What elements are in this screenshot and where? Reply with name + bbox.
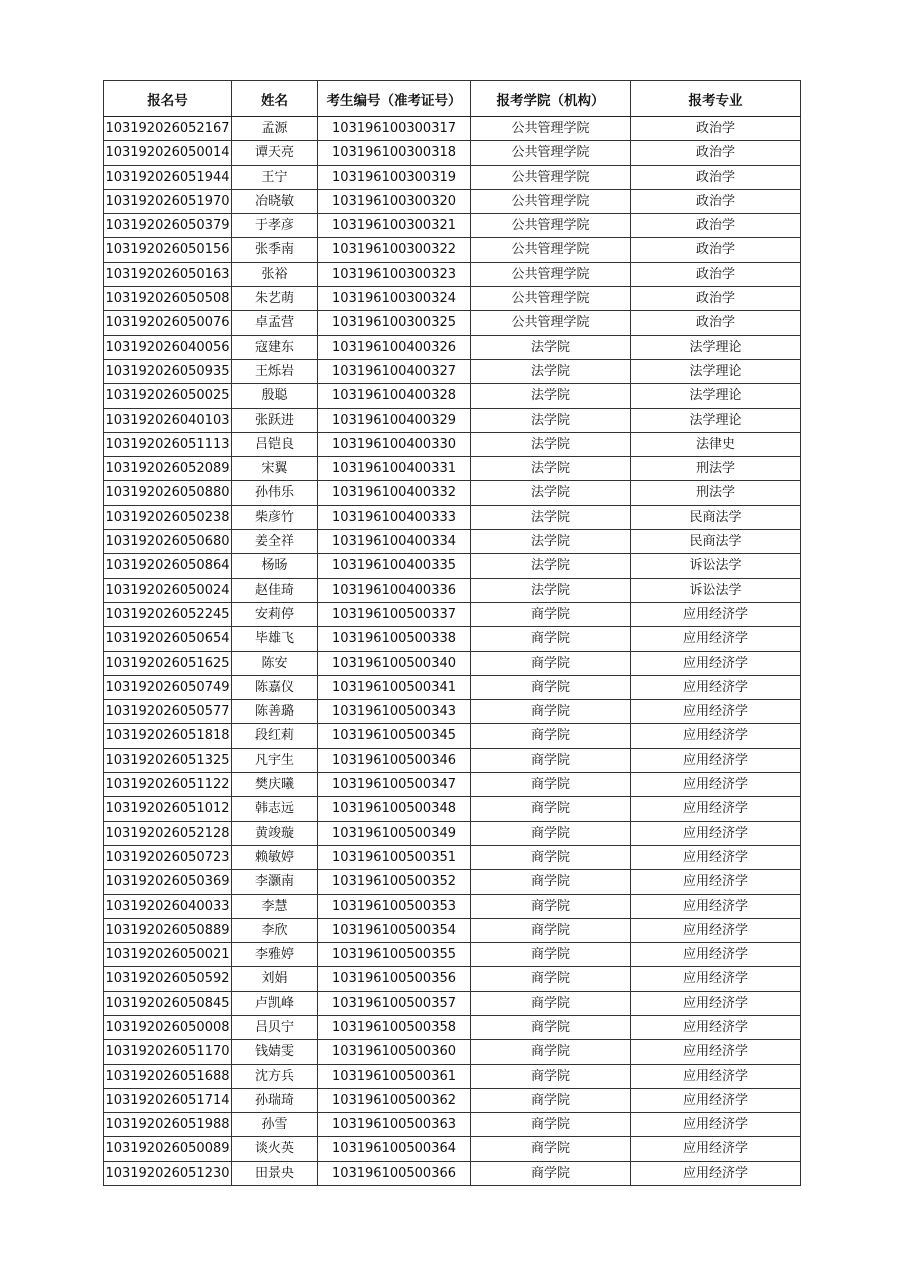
cell-candidate-number: 103196100500349 [318,821,471,845]
cell-registration-number: 103192026050156 [104,238,232,262]
cell-candidate-number: 103196100300319 [318,165,471,189]
cell-name: 凡宇生 [232,748,318,772]
cell-candidate-number: 103196100500358 [318,1015,471,1039]
cell-school: 公共管理学院 [471,214,631,238]
cell-candidate-number: 103196100500363 [318,1113,471,1137]
cell-school: 商学院 [471,748,631,772]
cell-school: 法学院 [471,335,631,359]
cell-major: 民商法学 [631,530,801,554]
cell-registration-number: 103192026051944 [104,165,232,189]
table-row [104,797,801,821]
cell-major: 政治学 [631,165,801,189]
cell-candidate-number: 103196100500356 [318,967,471,991]
cell-name: 刘娟 [232,967,318,991]
cell-name: 朱艺萌 [232,287,318,311]
cell-registration-number: 103192026051714 [104,1088,232,1112]
header-row [104,81,801,117]
cell-major: 应用经济学 [631,675,801,699]
cell-name: 孙瑞琦 [232,1088,318,1112]
table-row [104,335,801,359]
cell-major: 法学理论 [631,335,801,359]
cell-name: 柴彦竹 [232,505,318,529]
cell-name: 李慧 [232,894,318,918]
cell-name: 孟源 [232,117,318,141]
table-row [104,651,801,675]
cell-name: 王烁岩 [232,359,318,383]
cell-major: 应用经济学 [631,845,801,869]
cell-major: 政治学 [631,262,801,286]
cell-school: 商学院 [471,821,631,845]
cell-name: 陈安 [232,651,318,675]
table-row [104,1015,801,1039]
cell-candidate-number: 103196100500353 [318,894,471,918]
cell-candidate-number: 103196100500354 [318,918,471,942]
cell-major: 应用经济学 [631,724,801,748]
cell-candidate-number: 103196100400327 [318,359,471,383]
cell-name: 陈善璐 [232,700,318,724]
cell-name: 毕雄飞 [232,627,318,651]
cell-school: 法学院 [471,554,631,578]
cell-major: 应用经济学 [631,991,801,1015]
cell-registration-number: 103192026050379 [104,214,232,238]
cell-registration-number: 103192026051325 [104,748,232,772]
cell-major: 应用经济学 [631,1137,801,1161]
table-row [104,238,801,262]
cell-school: 公共管理学院 [471,165,631,189]
cell-registration-number: 103192026050025 [104,384,232,408]
table-row [104,894,801,918]
cell-registration-number: 103192026051122 [104,773,232,797]
cell-registration-number: 103192026040033 [104,894,232,918]
header-school: 报考学院（机构） [471,81,631,117]
cell-name: 张季南 [232,238,318,262]
cell-major: 法学理论 [631,384,801,408]
table-row [104,311,801,335]
cell-school: 法学院 [471,359,631,383]
cell-candidate-number: 103196100500360 [318,1040,471,1064]
cell-candidate-number: 103196100500337 [318,602,471,626]
table-row [104,481,801,505]
cell-major: 政治学 [631,287,801,311]
cell-registration-number: 103192026051012 [104,797,232,821]
cell-name: 寇建东 [232,335,318,359]
table-row [104,991,801,1015]
cell-name: 李欣 [232,918,318,942]
table-row [104,457,801,481]
cell-registration-number: 103192026051170 [104,1040,232,1064]
cell-registration-number: 103192026050749 [104,675,232,699]
cell-registration-number: 103192026050508 [104,287,232,311]
cell-candidate-number: 103196100300317 [318,117,471,141]
cell-registration-number: 103192026050723 [104,845,232,869]
cell-candidate-number: 103196100500355 [318,943,471,967]
table-row [104,189,801,213]
cell-school: 商学院 [471,918,631,942]
table-row [104,578,801,602]
cell-name: 杨旸 [232,554,318,578]
table-body [104,117,801,1186]
cell-registration-number: 103192026050076 [104,311,232,335]
cell-name: 姜全祥 [232,530,318,554]
cell-school: 法学院 [471,384,631,408]
table-row [104,821,801,845]
cell-major: 政治学 [631,189,801,213]
table-row [104,700,801,724]
cell-major: 诉讼法学 [631,554,801,578]
cell-name: 王宁 [232,165,318,189]
cell-major: 应用经济学 [631,1161,801,1185]
table-row [104,408,801,432]
cell-major: 应用经济学 [631,627,801,651]
cell-name: 陈嘉仪 [232,675,318,699]
cell-school: 商学院 [471,1040,631,1064]
cell-name: 张裕 [232,262,318,286]
cell-candidate-number: 103196100500362 [318,1088,471,1112]
cell-school: 公共管理学院 [471,117,631,141]
cell-school: 法学院 [471,505,631,529]
cell-registration-number: 103192026050935 [104,359,232,383]
cell-candidate-number: 103196100300324 [318,287,471,311]
cell-candidate-number: 103196100500343 [318,700,471,724]
table-row [104,1113,801,1137]
cell-candidate-number: 103196100500347 [318,773,471,797]
cell-name: 宋翼 [232,457,318,481]
cell-registration-number: 103192026051113 [104,432,232,456]
cell-registration-number: 103192026050864 [104,554,232,578]
cell-name: 吕铠良 [232,432,318,456]
cell-school: 商学院 [471,894,631,918]
cell-major: 应用经济学 [631,602,801,626]
cell-major: 政治学 [631,141,801,165]
cell-candidate-number: 103196100300318 [318,141,471,165]
cell-school: 商学院 [471,1088,631,1112]
cell-candidate-number: 103196100500351 [318,845,471,869]
cell-major: 法学理论 [631,408,801,432]
cell-major: 应用经济学 [631,700,801,724]
cell-school: 商学院 [471,845,631,869]
cell-school: 法学院 [471,578,631,602]
cell-registration-number: 103192026050021 [104,943,232,967]
table-row [104,432,801,456]
cell-major: 政治学 [631,238,801,262]
cell-candidate-number: 103196100400330 [318,432,471,456]
header-registration-number: 报名号 [104,81,232,117]
cell-major: 应用经济学 [631,773,801,797]
table-row [104,724,801,748]
table-row [104,845,801,869]
table-row [104,870,801,894]
table-row [104,1137,801,1161]
cell-name: 李雅婷 [232,943,318,967]
cell-candidate-number: 103196100500340 [318,651,471,675]
cell-registration-number: 103192026050014 [104,141,232,165]
cell-name: 孙雪 [232,1113,318,1137]
cell-candidate-number: 103196100300323 [318,262,471,286]
table-row [104,141,801,165]
cell-school: 商学院 [471,602,631,626]
table-row [104,554,801,578]
cell-major: 政治学 [631,117,801,141]
table-row [104,117,801,141]
cell-registration-number: 103192026050880 [104,481,232,505]
cell-registration-number: 103192026050889 [104,918,232,942]
cell-candidate-number: 103196100500364 [318,1137,471,1161]
table-row [104,1064,801,1088]
cell-school: 商学院 [471,797,631,821]
cell-registration-number: 103192026050238 [104,505,232,529]
cell-school: 商学院 [471,870,631,894]
cell-school: 公共管理学院 [471,311,631,335]
cell-major: 应用经济学 [631,797,801,821]
cell-major: 应用经济学 [631,1015,801,1039]
cell-major: 应用经济学 [631,748,801,772]
cell-candidate-number: 103196100400332 [318,481,471,505]
cell-registration-number: 103192026050369 [104,870,232,894]
cell-name: 段红莉 [232,724,318,748]
cell-candidate-number: 103196100500338 [318,627,471,651]
cell-registration-number: 103192026050654 [104,627,232,651]
header-major: 报考专业 [631,81,801,117]
cell-candidate-number: 103196100500341 [318,675,471,699]
cell-candidate-number: 103196100500345 [318,724,471,748]
cell-candidate-number: 103196100400334 [318,530,471,554]
cell-name: 卓孟营 [232,311,318,335]
cell-registration-number: 103192026050680 [104,530,232,554]
cell-candidate-number: 103196100500366 [318,1161,471,1185]
cell-name: 吕贝宁 [232,1015,318,1039]
cell-candidate-number: 103196100300320 [318,189,471,213]
cell-registration-number: 103192026050577 [104,700,232,724]
cell-name: 张跃进 [232,408,318,432]
cell-name: 沈方兵 [232,1064,318,1088]
table-row [104,262,801,286]
cell-registration-number: 103192026050163 [104,262,232,286]
cell-registration-number: 103192026051818 [104,724,232,748]
cell-registration-number: 103192026051230 [104,1161,232,1185]
cell-major: 应用经济学 [631,967,801,991]
cell-registration-number: 103192026052245 [104,602,232,626]
cell-school: 商学院 [471,943,631,967]
table-row [104,748,801,772]
cell-school: 商学院 [471,1161,631,1185]
cell-candidate-number: 103196100500346 [318,748,471,772]
cell-name: 卢凯峰 [232,991,318,1015]
cell-registration-number: 103192026040103 [104,408,232,432]
cell-major: 刑法学 [631,481,801,505]
table-row [104,943,801,967]
cell-major: 民商法学 [631,505,801,529]
cell-school: 商学院 [471,700,631,724]
cell-name: 谭天亮 [232,141,318,165]
cell-major: 应用经济学 [631,870,801,894]
cell-name: 李灏南 [232,870,318,894]
cell-name: 田景央 [232,1161,318,1185]
cell-name: 于孝彦 [232,214,318,238]
cell-name: 赖敏婷 [232,845,318,869]
cell-candidate-number: 103196100400333 [318,505,471,529]
cell-registration-number: 103192026051988 [104,1113,232,1137]
cell-school: 商学院 [471,627,631,651]
cell-candidate-number: 103196100400326 [318,335,471,359]
cell-name: 孙伟乐 [232,481,318,505]
cell-school: 商学院 [471,1064,631,1088]
cell-major: 政治学 [631,311,801,335]
cell-school: 法学院 [471,481,631,505]
cell-candidate-number: 103196100500348 [318,797,471,821]
cell-major: 应用经济学 [631,821,801,845]
admission-roster-table [103,80,801,1186]
cell-school: 商学院 [471,1113,631,1137]
header-candidate-number: 考生编号（准考证号） [318,81,471,117]
cell-school: 商学院 [471,967,631,991]
cell-registration-number: 103192026052167 [104,117,232,141]
table-row [104,1040,801,1064]
cell-registration-number: 103192026051970 [104,189,232,213]
cell-major: 应用经济学 [631,1064,801,1088]
cell-name: 樊庆曦 [232,773,318,797]
cell-name: 钱婧雯 [232,1040,318,1064]
cell-registration-number: 103192026050024 [104,578,232,602]
cell-registration-number: 103192026052089 [104,457,232,481]
cell-school: 法学院 [471,530,631,554]
cell-candidate-number: 103196100300322 [318,238,471,262]
cell-candidate-number: 103196100400335 [318,554,471,578]
cell-major: 应用经济学 [631,918,801,942]
cell-registration-number: 103192026050845 [104,991,232,1015]
cell-school: 商学院 [471,1137,631,1161]
table-row [104,214,801,238]
cell-registration-number: 103192026040056 [104,335,232,359]
cell-school: 商学院 [471,991,631,1015]
cell-candidate-number: 103196100400331 [318,457,471,481]
cell-name: 黄竣璇 [232,821,318,845]
cell-registration-number: 103192026052128 [104,821,232,845]
cell-major: 应用经济学 [631,1113,801,1137]
cell-school: 法学院 [471,457,631,481]
cell-candidate-number: 103196100300325 [318,311,471,335]
cell-school: 商学院 [471,675,631,699]
table-row [104,384,801,408]
cell-candidate-number: 103196100300321 [318,214,471,238]
cell-candidate-number: 103196100400336 [318,578,471,602]
table-row [104,1161,801,1185]
cell-candidate-number: 103196100500357 [318,991,471,1015]
cell-name: 殷聪 [232,384,318,408]
cell-major: 刑法学 [631,457,801,481]
table-row [104,918,801,942]
table-row [104,165,801,189]
cell-school: 商学院 [471,773,631,797]
cell-registration-number: 103192026050592 [104,967,232,991]
cell-candidate-number: 103196100400329 [318,408,471,432]
cell-registration-number: 103192026051688 [104,1064,232,1088]
table-row [104,967,801,991]
table-row [104,505,801,529]
cell-school: 公共管理学院 [471,189,631,213]
cell-name: 韩志远 [232,797,318,821]
cell-school: 法学院 [471,408,631,432]
table-row [104,1088,801,1112]
cell-candidate-number: 103196100400328 [318,384,471,408]
cell-name: 谈火英 [232,1137,318,1161]
cell-school: 商学院 [471,651,631,675]
cell-name: 安莉停 [232,602,318,626]
cell-major: 应用经济学 [631,651,801,675]
cell-major: 应用经济学 [631,894,801,918]
cell-school: 公共管理学院 [471,262,631,286]
cell-registration-number: 103192026050008 [104,1015,232,1039]
cell-name: 冶晓敏 [232,189,318,213]
cell-major: 政治学 [631,214,801,238]
cell-school: 商学院 [471,724,631,748]
cell-name: 赵佳琦 [232,578,318,602]
table-row [104,627,801,651]
cell-major: 应用经济学 [631,1040,801,1064]
cell-school: 公共管理学院 [471,238,631,262]
cell-school: 公共管理学院 [471,141,631,165]
cell-registration-number: 103192026051625 [104,651,232,675]
cell-school: 法学院 [471,432,631,456]
cell-major: 法学理论 [631,359,801,383]
table-header [104,81,801,117]
cell-candidate-number: 103196100500361 [318,1064,471,1088]
table-row [104,530,801,554]
cell-school: 商学院 [471,1015,631,1039]
cell-major: 法律史 [631,432,801,456]
table-row [104,287,801,311]
cell-candidate-number: 103196100500352 [318,870,471,894]
table-row [104,359,801,383]
cell-registration-number: 103192026050089 [104,1137,232,1161]
cell-major: 应用经济学 [631,1088,801,1112]
cell-major: 应用经济学 [631,943,801,967]
header-name: 姓名 [232,81,318,117]
cell-major: 诉讼法学 [631,578,801,602]
table-row [104,602,801,626]
table-row [104,773,801,797]
cell-school: 公共管理学院 [471,287,631,311]
table-row [104,675,801,699]
